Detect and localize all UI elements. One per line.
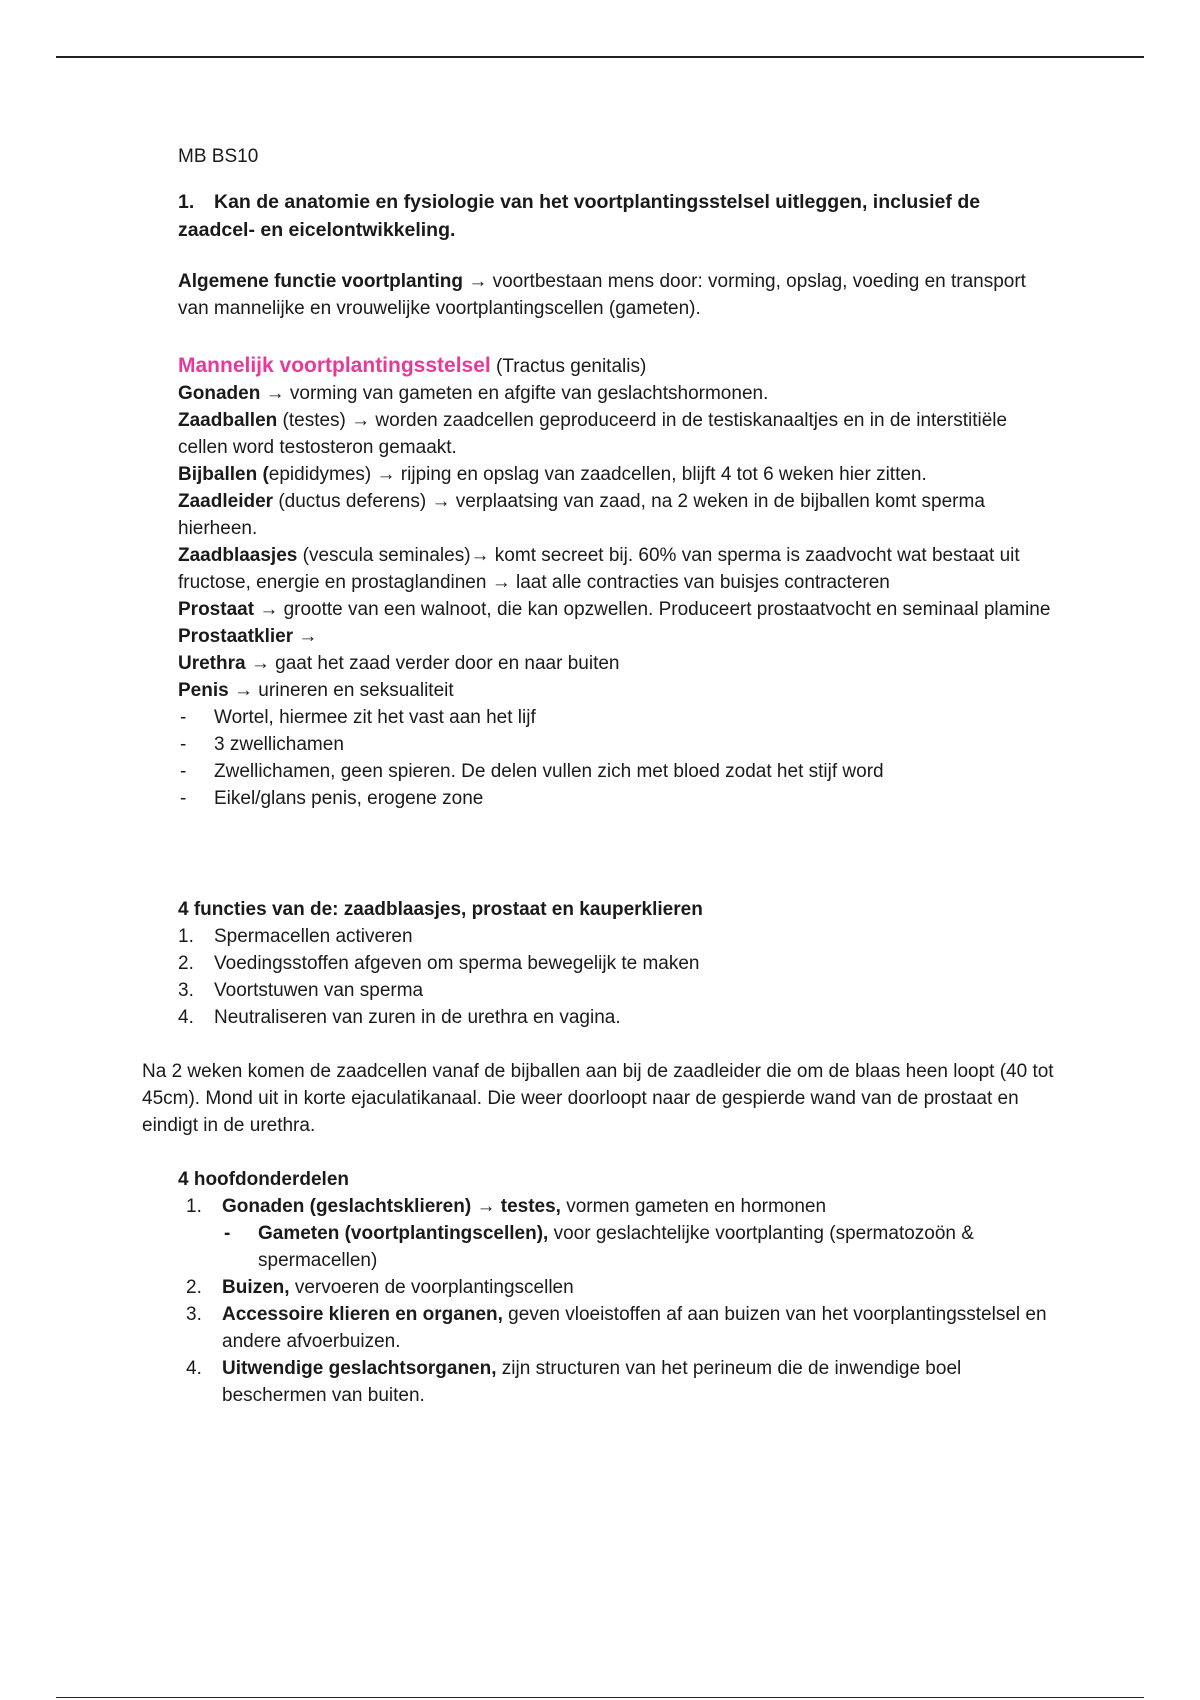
main-parts-heading: 4 hoofdonderdelen: [178, 1169, 349, 1190]
arrow-icon: →: [250, 653, 270, 674]
male-section: [178, 352, 1058, 812]
male-heading: Mannelijk voortplantingsstelsel: [178, 354, 491, 377]
main-sub-list: [222, 1220, 1058, 1274]
list-item: 2. Voedingsstoffen afgeven om sperma bewegelijk te maken: [178, 953, 700, 974]
functions-heading: 4 functies van de: zaadblaasjes, prostaat en kauperklieren: [178, 899, 703, 920]
list-item: - Gameten (voortplantingscellen), voor geslachtelijke voortplanting (spermatozoön & spermacellen): [222, 1220, 1058, 1274]
arrow-icon: →: [476, 1196, 496, 1217]
question-number: 1.: [178, 191, 195, 213]
entry-zaadballen: Zaadballen (testes) → worden zaadcellen geproduceerd in de testiskanaaltjes en in de interstitiële cellen word testosteron gemaakt.: [178, 410, 1008, 458]
entry-zaadleider: Zaadleider (ductus deferens) → verplaatsing van zaad, na 2 weken in de bijballen komt sperma hierheen.: [178, 491, 985, 539]
entry-bijballen: Bijballen (epididymes) → rijping en opslag van zaadcellen, blijft 4 tot 6 weken hier zitten.: [178, 464, 927, 485]
paragraph: Na 2 weken komen de zaadcellen vanaf de bijballen aan bij de zaadleider die om de blaas heen loopt (40 tot 45cm). Mond uit in korte ejaculatikanaal. Die weer doorloopt naar de gespierde wand van de prostaat en eindigt in de urethra.: [142, 1061, 1054, 1136]
entry-prostaatklier: Prostaatklier →: [178, 626, 318, 647]
list-item: 1. Gonaden (geslachtsklieren) → testes, vormen gameten en hormonen - Gameten (voortplantingscellen), voor geslachtelijke voortplanting (spermatozoön & spermacellen): [178, 1193, 1058, 1274]
arrow-icon: →: [468, 271, 488, 292]
main-parts-section: [178, 1166, 1058, 1409]
list-item: - Eikel/glans penis, erogene zone: [178, 785, 1058, 812]
male-heading-line: [178, 352, 1058, 380]
arrow-icon: →: [376, 464, 396, 485]
list-item: 4. Neutraliseren van zuren in de urethra en vagina.: [178, 1007, 621, 1028]
arrow-icon: →: [298, 626, 318, 647]
arrow-icon: →: [259, 599, 279, 620]
list-item: - Wortel, hiermee zit het vast aan het lijf: [178, 704, 1058, 731]
general-function: [178, 268, 1058, 322]
general-text: voortbestaan mens door: vorming, opslag, voeding en transport van mannelijke en vrouwelijke voortplantingscellen (gameten).: [178, 271, 1026, 319]
entry-penis: Penis → urineren en seksualiteit: [178, 680, 454, 701]
arrow-icon: →: [265, 383, 285, 404]
penis-points: [178, 704, 1058, 812]
male-subheading: (Tractus genitalis): [496, 356, 647, 377]
list-item: - Zwellichamen, geen spieren. De delen vullen zich met bloed zodat het stijf word: [178, 758, 1058, 785]
arrow-icon: →: [470, 545, 490, 566]
entry-gonaden: Gonaden → vorming van gameten en afgifte van geslachtshormonen.: [178, 383, 769, 404]
list-item: 3. Accessoire klieren en organen, geven vloeistoffen af aan buizen van het voorplantingsstelsel en andere afvoerbuizen.: [186, 1304, 1047, 1352]
bottom-rule: [56, 1697, 1144, 1698]
entry-prostaat: Prostaat → grootte van een walnoot, die kan opzwellen. Produceert prostaatvocht en seminaal plamine: [178, 599, 1051, 620]
list-item: 4. Uitwendige geslachtsorganen, zijn structuren van het perineum die de inwendige boel beschermen van buiten.: [186, 1358, 962, 1406]
arrow-icon: →: [233, 680, 253, 701]
functions-list: [178, 923, 1058, 1031]
entry-zaadblaasjes: Zaadblaasjes (vescula seminales)→ komt secreet bij. 60% van sperma is zaadvocht wat bestaat uit fructose, energie en prostaglandinen → laat alle contracties van buisjes contracteren: [178, 545, 1020, 593]
list-item: - 3 zwellichamen: [178, 731, 1058, 758]
arrow-icon: →: [351, 410, 371, 431]
doc-code: MB BS10: [178, 146, 259, 167]
entry-urethra: Urethra → gaat het zaad verder door en naar buiten: [178, 653, 620, 674]
top-rule: [56, 56, 1144, 58]
general-term: Algemene functie voortplanting: [178, 271, 464, 292]
question-text: Kan de anatomie en fysiologie van het voortplantingsstelsel uitleggen, inclusief de zaadcel- en eicelontwikkeling.: [178, 191, 981, 241]
list-item: 1. Spermacellen activeren: [178, 926, 413, 947]
arrow-icon: →: [431, 491, 451, 512]
functions-section: [178, 896, 1058, 1031]
list-item: 3. Voortstuwen van sperma: [178, 980, 424, 1001]
question-heading: [178, 188, 1058, 244]
main-parts-list: [178, 1193, 1058, 1409]
list-item: 2. Buizen, vervoeren de voorplantingscellen: [186, 1277, 574, 1298]
